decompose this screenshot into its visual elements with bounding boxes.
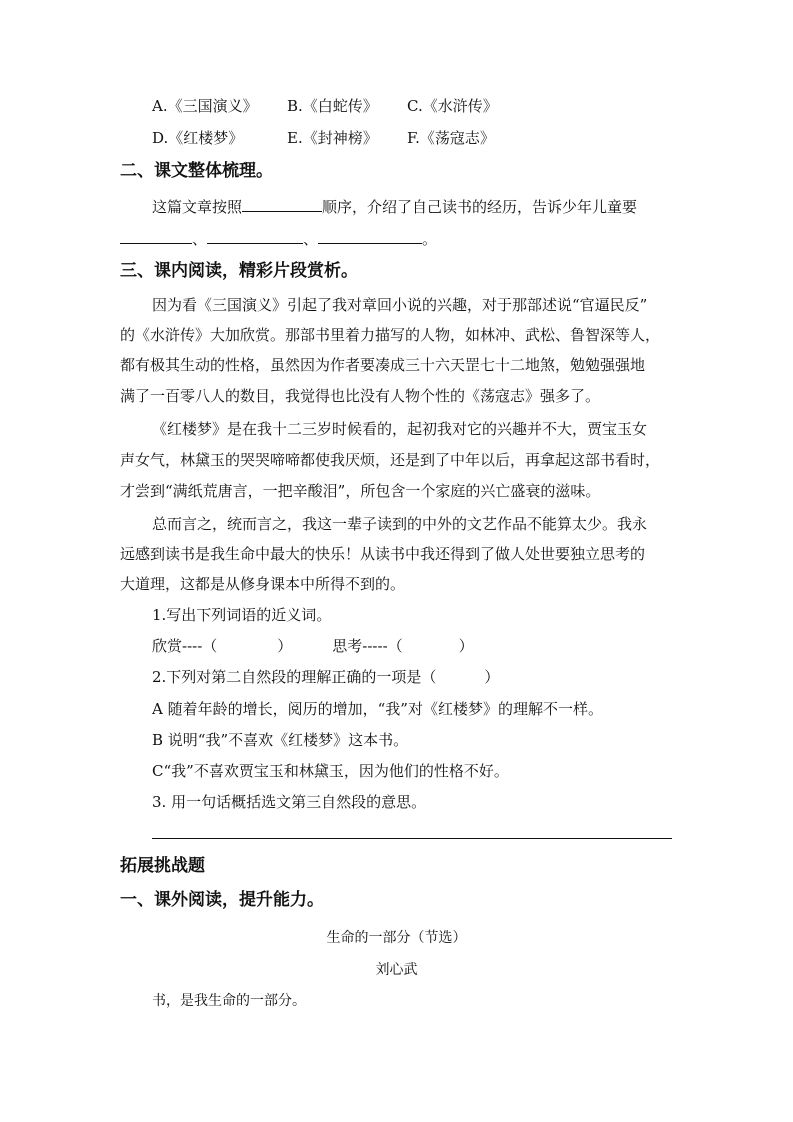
question-1-answers: [152, 636, 474, 656]
q2-option-b: B 说明“我”不喜欢《红楼梦》这本书。: [152, 731, 409, 749]
option-f: F.《荡寇志》: [407, 129, 495, 147]
article-first-line: 书，是我生命的一部分。: [152, 993, 306, 1009]
para1-line: 都有极其生动的性格，虽然因为作者要凑成三十六天罡七十二地煞，勉勉强强地: [120, 356, 646, 374]
q2-option-c: C“我”不喜欢贾宝玉和林黛玉，因为他们的性格不好。: [152, 762, 509, 780]
section2-line2: [120, 229, 437, 249]
extension-heading: 一、课外阅读，提升能力。: [120, 890, 324, 910]
option-e: E.《封神榜》: [287, 129, 378, 147]
para3-line: 总而言之，统而言之，我这一辈子读到的中外的文艺作品不能算太少。我永: [152, 515, 648, 533]
para1-line: 的《水浒传》大加欣赏。那部书里着力描写的人物，如林冲、武松、鲁智深等人，: [120, 326, 661, 344]
q2-close: ）: [484, 668, 500, 686]
question-3: 3. 用一句话概括选文第三自然段的意思。: [152, 793, 427, 811]
q2-option-a: A 随着年龄的增长，阅历的增加，“我”对《红楼梦》的理解不一样。: [152, 700, 603, 718]
q1-b-label: 思考-----（: [332, 637, 403, 655]
question-2: [152, 667, 499, 687]
section2-line1-before: 这篇文章按照: [152, 198, 243, 216]
para1-line: 满了一百零八人的数目，我觉得也比没有人物个性的《荡寇志》强多了。: [120, 387, 601, 405]
q2-text: 2.下列对第二自然段的理解正确的一项是（: [152, 668, 437, 686]
para3-line: 远感到读书是我生命中最大的快乐！从读书中我还得到了做人处世要独立思考的: [120, 545, 646, 563]
blank-order[interactable]: [242, 197, 322, 212]
section2-line1-after: 顺序，介绍了自己读书的经历，告诉少年儿童要: [322, 198, 638, 216]
sep-1: 、: [192, 230, 208, 248]
section3-heading: 三、课内阅读，精彩片段赏析。: [120, 261, 358, 281]
blank-1[interactable]: [120, 229, 192, 244]
option-d: D.《红楼梦》: [152, 129, 244, 147]
option-b: B.《白蛇传》: [287, 97, 378, 115]
para1-line: 因为看《三国演义》引起了我对章回小说的兴趣，对于那部述说“官逼民反”: [152, 296, 648, 314]
question-1: 1.写出下列词语的近义词。: [152, 606, 332, 624]
blank-2[interactable]: [207, 229, 303, 244]
section2-heading: 二、课文整体梳理。: [120, 161, 273, 181]
para2-line: 《红楼梦》是在我十二三岁时候看的，起初我对它的兴趣并不大，贾宝玉女: [152, 420, 648, 438]
answer-line[interactable]: [152, 838, 672, 839]
article-title: 生命的一部分（节选）: [326, 930, 467, 946]
q1-a-label: 欣赏----（: [152, 637, 218, 655]
para2-line: 才尝到“满纸荒唐言，一把辛酸泪”，所包含一个家庭的兴亡盛衰的滋味。: [120, 482, 601, 500]
q1-a-close: ）: [277, 637, 293, 655]
para3-line: 大道理，这都是从修身课本中所得不到的。: [120, 575, 406, 593]
para2-line: 声女气，林黛玉的哭哭啼啼都使我厌烦，还是到了中年以后，再拿起这部书看时，: [120, 451, 661, 469]
blank-3[interactable]: [318, 229, 422, 244]
sep-2: 、: [303, 230, 319, 248]
option-a: A.《三国演义》: [152, 97, 258, 115]
end-mark: 。: [422, 230, 438, 248]
extension-title: 拓展挑战题: [120, 856, 205, 876]
q1-b-close: ）: [458, 637, 474, 655]
section2-line1: [152, 197, 637, 217]
article-author: 刘心武: [375, 962, 418, 978]
option-c: C.《水浒传》: [407, 97, 498, 115]
